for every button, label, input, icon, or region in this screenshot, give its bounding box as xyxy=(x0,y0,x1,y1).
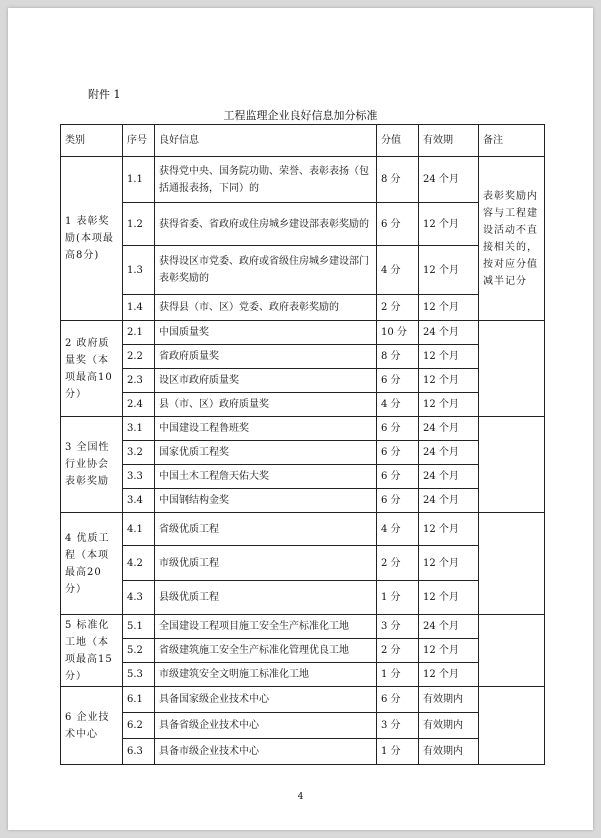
header-info: 良好信息 xyxy=(155,125,377,157)
info-cell: 省政府质量奖 xyxy=(155,345,377,369)
info-cell: 中国钢结构金奖 xyxy=(155,489,377,513)
score-cell: 6 分 xyxy=(377,441,419,465)
score-cell: 2 分 xyxy=(377,295,419,321)
seq-cell: 3.3 xyxy=(123,465,155,489)
info-cell: 获得设区市党委、政府或省级住房城乡建设部门表彰奖励的 xyxy=(155,246,377,295)
score-cell: 1 分 xyxy=(377,663,419,687)
seq-cell: 1.4 xyxy=(123,295,155,321)
score-cell: 6 分 xyxy=(377,203,419,246)
info-cell: 获得党中央、国务院功勋、荣誉、表彰表扬（包括通报表扬，下同）的 xyxy=(155,157,377,203)
score-cell: 4 分 xyxy=(377,246,419,295)
score-cell: 10 分 xyxy=(377,321,419,345)
document-page xyxy=(8,8,593,830)
info-cell: 市级优质工程 xyxy=(155,546,377,581)
valid-cell: 有效期内 xyxy=(419,713,479,739)
seq-cell: 4.3 xyxy=(123,581,155,615)
seq-cell: 1.2 xyxy=(123,203,155,246)
score-cell: 6 分 xyxy=(377,465,419,489)
score-cell: 1 分 xyxy=(377,739,419,765)
score-cell: 4 分 xyxy=(377,513,419,546)
valid-cell: 12 个月 xyxy=(419,295,479,321)
table-row xyxy=(61,581,545,615)
category-cell: 1 表彰奖励(本项最高8分) xyxy=(61,157,123,321)
seq-cell: 3.2 xyxy=(123,441,155,465)
score-cell: 6 分 xyxy=(377,417,419,441)
header-category: 类别 xyxy=(61,125,123,157)
score-cell: 4 分 xyxy=(377,393,419,417)
category-cell: 2 政府质量奖（本项最高10分） xyxy=(61,321,123,417)
table-row xyxy=(61,393,545,417)
info-cell: 获得省委、省政府或住房城乡建设部表彰奖励的 xyxy=(155,203,377,246)
valid-cell: 24 个月 xyxy=(419,441,479,465)
seq-cell: 6.2 xyxy=(123,713,155,739)
table-row xyxy=(61,246,545,295)
table-row xyxy=(61,663,545,687)
valid-cell: 24 个月 xyxy=(419,489,479,513)
valid-cell: 12 个月 xyxy=(419,393,479,417)
info-cell: 县（市、区）政府质量奖 xyxy=(155,393,377,417)
info-cell: 中国建设工程鲁班奖 xyxy=(155,417,377,441)
info-cell: 全国建设工程项目施工安全生产标准化工地 xyxy=(155,615,377,639)
info-cell: 市级建筑安全文明施工标准化工地 xyxy=(155,663,377,687)
table-row xyxy=(61,687,545,713)
score-cell: 2 分 xyxy=(377,546,419,581)
header-seq: 序号 xyxy=(123,125,155,157)
seq-cell: 6.1 xyxy=(123,687,155,713)
category-cell: 4 优质工程（本项最高20分） xyxy=(61,513,123,615)
seq-cell: 1.3 xyxy=(123,246,155,295)
header-note: 备注 xyxy=(479,125,545,157)
valid-cell: 12 个月 xyxy=(419,663,479,687)
table-row xyxy=(61,489,545,513)
valid-cell: 24 个月 xyxy=(419,465,479,489)
table-row xyxy=(61,739,545,765)
category-cell: 5 标准化工地（本项最高15分） xyxy=(61,615,123,687)
note-cell-empty xyxy=(479,417,545,513)
note-cell-empty xyxy=(479,615,545,687)
seq-cell: 2.2 xyxy=(123,345,155,369)
seq-cell: 2.1 xyxy=(123,321,155,345)
score-cell: 3 分 xyxy=(377,713,419,739)
category-cell: 6 企业技术中心 xyxy=(61,687,123,765)
valid-cell: 有效期内 xyxy=(419,687,479,713)
note-cell-empty xyxy=(479,687,545,765)
info-cell: 省级优质工程 xyxy=(155,513,377,546)
seq-cell: 4.2 xyxy=(123,546,155,581)
table-header-row xyxy=(61,125,545,157)
table-row xyxy=(61,513,545,546)
info-cell: 中国土木工程詹天佑大奖 xyxy=(155,465,377,489)
table-row xyxy=(61,465,545,489)
document-title: 工程监理企业良好信息加分标准 xyxy=(223,109,378,122)
seq-cell: 1.1 xyxy=(123,157,155,203)
score-cell: 3 分 xyxy=(377,615,419,639)
info-cell: 具备省级企业技术中心 xyxy=(155,713,377,739)
info-cell: 国家优质工程奖 xyxy=(155,441,377,465)
seq-cell: 3.1 xyxy=(123,417,155,441)
valid-cell: 12 个月 xyxy=(419,581,479,615)
table-row xyxy=(61,321,545,345)
note-cell-empty xyxy=(479,513,545,615)
valid-cell: 12 个月 xyxy=(419,369,479,393)
page-number: 4 xyxy=(297,792,304,802)
info-cell: 获得县（市、区）党委、政府表彰奖励的 xyxy=(155,295,377,321)
score-cell: 6 分 xyxy=(377,489,419,513)
table-row xyxy=(61,157,545,203)
info-cell: 具备市级企业技术中心 xyxy=(155,739,377,765)
valid-cell: 24 个月 xyxy=(419,157,479,203)
seq-cell: 5.1 xyxy=(123,615,155,639)
table-row xyxy=(61,417,545,441)
seq-cell: 4.1 xyxy=(123,513,155,546)
info-cell: 省级建筑施工安全生产标准化管理优良工地 xyxy=(155,639,377,663)
table-row xyxy=(61,615,545,639)
valid-cell: 24 个月 xyxy=(419,417,479,441)
valid-cell: 12 个月 xyxy=(419,345,479,369)
info-cell: 具备国家级企业技术中心 xyxy=(155,687,377,713)
valid-cell: 12 个月 xyxy=(419,246,479,295)
table-row xyxy=(61,345,545,369)
note-cell-empty xyxy=(479,321,545,417)
table-row xyxy=(61,713,545,739)
note-cell: 表彰奖励内容与工程建设活动不直接相关的，按对应分值减半记分 xyxy=(479,157,545,321)
table-row xyxy=(61,203,545,246)
score-cell: 6 分 xyxy=(377,369,419,393)
header-valid: 有效期 xyxy=(419,125,479,157)
info-cell: 设区市政府质量奖 xyxy=(155,369,377,393)
scoring-table xyxy=(60,124,545,765)
seq-cell: 6.3 xyxy=(123,739,155,765)
table-row xyxy=(61,639,545,663)
table-row xyxy=(61,546,545,581)
valid-cell: 12 个月 xyxy=(419,513,479,546)
category-cell: 3 全国性行业协会表彰奖励 xyxy=(61,417,123,513)
score-cell: 8 分 xyxy=(377,157,419,203)
table-row xyxy=(61,295,545,321)
table-row xyxy=(61,369,545,393)
valid-cell: 12 个月 xyxy=(419,546,479,581)
seq-cell: 2.3 xyxy=(123,369,155,393)
score-cell: 2 分 xyxy=(377,639,419,663)
score-cell: 8 分 xyxy=(377,345,419,369)
seq-cell: 3.4 xyxy=(123,489,155,513)
info-cell: 中国质量奖 xyxy=(155,321,377,345)
attachment-label: 附件 1 xyxy=(88,88,121,101)
valid-cell: 24 个月 xyxy=(419,321,479,345)
seq-cell: 2.4 xyxy=(123,393,155,417)
valid-cell: 12 个月 xyxy=(419,203,479,246)
valid-cell: 12 个月 xyxy=(419,639,479,663)
score-cell: 1 分 xyxy=(377,581,419,615)
valid-cell: 24 个月 xyxy=(419,615,479,639)
seq-cell: 5.2 xyxy=(123,639,155,663)
seq-cell: 5.3 xyxy=(123,663,155,687)
header-score: 分值 xyxy=(377,125,419,157)
info-cell: 县级优质工程 xyxy=(155,581,377,615)
valid-cell: 有效期内 xyxy=(419,739,479,765)
table-row xyxy=(61,441,545,465)
score-cell: 6 分 xyxy=(377,687,419,713)
